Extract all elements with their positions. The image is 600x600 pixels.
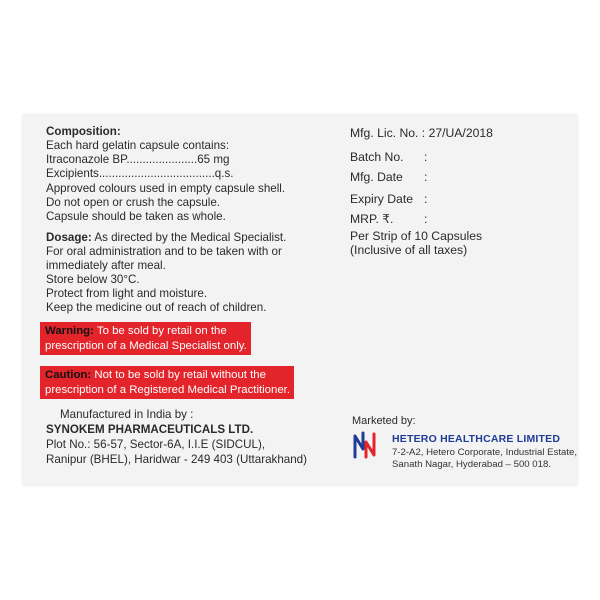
composition-line: Itraconazole BP......................65 mg bbox=[46, 153, 230, 166]
composition-line: Each hard gelatin capsule contains: bbox=[46, 139, 230, 152]
note-line: Do not open or crush the capsule. bbox=[46, 196, 221, 209]
marketer-name: HETERO HEALTHCARE LIMITED bbox=[392, 433, 561, 445]
mfg-date-label: Mfg. Date bbox=[350, 170, 403, 184]
strip-info: Per Strip of 10 Capsules bbox=[350, 229, 483, 243]
marketer-address: Sanath Nagar, Hyderabad – 500 018. bbox=[392, 459, 551, 470]
storage-line: Protect from light and moisture. bbox=[46, 287, 208, 300]
caution-box bbox=[40, 366, 294, 399]
mrp-colon: : bbox=[424, 212, 428, 226]
marketed-by-label: Marketed by: bbox=[352, 415, 416, 427]
mfg-date-colon: : bbox=[424, 170, 428, 184]
note-line: Approved colours used in empty capsule shell. bbox=[46, 182, 286, 195]
warning-text: To be sold by retail on the bbox=[93, 325, 227, 337]
manufacturer-name: SYNOKEM PHARMACEUTICALS LTD. bbox=[46, 423, 254, 436]
expiry-colon: : bbox=[424, 192, 428, 206]
batch-label: Batch No. bbox=[350, 150, 404, 164]
hetero-logo-icon bbox=[352, 430, 378, 460]
dosage-title: Dosage: bbox=[46, 231, 92, 244]
manufacturer-address: Ranipur (BHEL), Haridwar - 249 403 (Uttarakhand) bbox=[46, 453, 307, 466]
dosage-line: For oral administration and to be taken with or bbox=[46, 245, 282, 258]
composition-title: Composition: bbox=[46, 125, 121, 138]
expiry-label: Expiry Date bbox=[350, 192, 413, 206]
mfg-lic-no: Mfg. Lic. No. : 27/UA/2018 bbox=[350, 126, 493, 140]
marketer-address: 7-2-A2, Hetero Corporate, Industrial Estate, bbox=[392, 447, 578, 458]
composition-line: Excipients....................................q.s. bbox=[46, 167, 234, 180]
manufacturer-address: Plot No.: 56-57, Sector-6A, I.I.E (SIDCUL), bbox=[46, 438, 266, 451]
storage-line: Keep the medicine out of reach of children. bbox=[46, 301, 267, 314]
manufacturer-label: Manufactured in India by : bbox=[60, 408, 194, 421]
dosage-line: immediately after meal. bbox=[46, 259, 166, 272]
mrp-label: MRP. ₹. bbox=[350, 212, 394, 226]
caution-title: Caution: bbox=[45, 369, 92, 381]
caution-text: Not to be sold by retail without the bbox=[91, 369, 266, 381]
storage-line: Store below 30°C. bbox=[46, 273, 140, 286]
batch-colon: : bbox=[424, 150, 428, 164]
warning-text: prescription of a Medical Specialist only. bbox=[45, 339, 247, 352]
note-line: Capsule should be taken as whole. bbox=[46, 210, 226, 223]
warning-title: Warning: bbox=[45, 325, 94, 337]
warning-box bbox=[40, 322, 251, 355]
dosage-text: As directed by the Medical Specialist. bbox=[91, 231, 287, 244]
tax-info: (Inclusive of all taxes) bbox=[350, 243, 468, 257]
dosage-line bbox=[46, 231, 286, 245]
caution-text: prescription of a Registered Medical Practitioner. bbox=[45, 383, 291, 396]
